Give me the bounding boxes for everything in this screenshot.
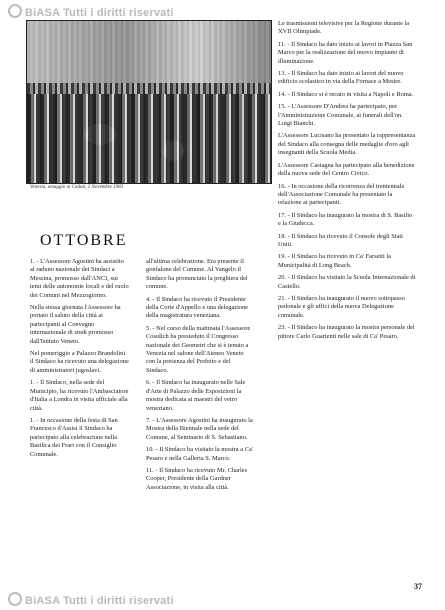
- photo-crowd: [27, 94, 271, 183]
- paragraph: 21. - Il Sindaco ha inaugurato il nuovo sottopasso pedonale e gli uffici della nuova Delegazione comunale.: [278, 294, 405, 319]
- paragraph: 1. - Il Sindaco, nella sede del Municipio, ha ricevuto l'Ambasciatore d'Italia a Londra in visita ufficiale alla città.: [30, 379, 129, 412]
- paragraph: L'Assessore Lucisano ha presentato la rappresentanza del Sindaco alla consegna delle medaglie d'oro agli insegnanti della Scuola Media.: [278, 132, 416, 157]
- paragraph: 14. - Il Sindaco si è recato in visita a Napoli e Roma.: [278, 90, 414, 98]
- paragraph: L'Assessore Castagna ha partecipato alla benedizione della nuova sede del Centro Civico.: [278, 161, 415, 178]
- paragraph: 19. - Il Sindaco ha ricevuto in Ca' Farsetti la Municipalità di Long Beach.: [278, 253, 391, 269]
- paragraph: Nel pomeriggio a Palazzo Brandolini il Sindaco ha ricevuto una delegazione di amministratori jugoslavi.: [30, 350, 129, 374]
- watermark-top: [8, 4, 174, 19]
- paragraph: 4. - Il Sindaco ha ricevuto il Presidente della Corte d'Appello e una delegazione della magistratura veneziana.: [146, 295, 249, 320]
- paragraph: 16. - In occasione della ricorrenza del trentennale dell'Associazione Comunale ha presentato la relazione ai partecipanti.: [278, 182, 405, 207]
- biasa-logo-icon: [8, 4, 22, 18]
- biasa-logo-icon: [8, 592, 22, 606]
- paragraph: 1. - L'Assessore Agostini ha assistito al raduno nazionale dei Sindaci a Messina, promosso dall'ANCI, sui temi delle autonomie locali e del ruolo dei Comuni nel Mezzogiorno.: [30, 258, 129, 299]
- column-middle: [146, 258, 254, 496]
- paragraph: 17. - Il Sindaco ha inaugurato la mostra di S. Basilio e la Giudecca.: [278, 211, 413, 228]
- section-heading: OTTOBRE: [40, 232, 128, 249]
- paragraph: Le trasmissioni televisive per la Regione durante la XVII Olimpiade.: [278, 20, 410, 36]
- paragraph: 23. - Il Sindaco ha inaugurato la mostra personale del pittore Carlo Guarienti nelle sale di Ca' Pesaro.: [278, 324, 415, 340]
- column-right: [278, 20, 416, 345]
- watermark-bottom: [8, 592, 174, 607]
- watermark-text: BiASA Tutti i diritti riservati: [25, 7, 174, 19]
- page-number: 37: [414, 582, 422, 591]
- column-left: [30, 258, 130, 463]
- paragraph: 13. - Il Sindaco ha dato inizio ai lavori del nuovo edificio scolastico in via della Fornace a Mestre.: [278, 70, 404, 86]
- paragraph: 5. - Nel corso della mattinata l'Assessore Cosulich ha presieduto il Congresso nazionale dei Geometri che si è tenuto a Venezia nel salone dell'Ateneo Veneto con la presenza del Prefetto e del Sindaco.: [146, 324, 251, 374]
- photo-caption: Venezia, omaggio ai Caduti, 2 Novembre 1983: [30, 185, 124, 190]
- paragraph: 11. - Il Sindaco ha ricevuto Mr. Charles Cooper, Presidente della Gardner Associazione, in visita alla città.: [146, 466, 248, 491]
- paragraph: 20. - Il Sindaco ha visitato la Scuola Internazionale di Castello.: [278, 274, 416, 290]
- paragraph: 7. - L'Assessore Agostini ha inaugurato la Mostra della Biennale nella sede del Comune, al Seminario di S. Sebastiano.: [146, 416, 253, 441]
- paragraph: Nella stessa giornata l'Assessore ha portato il saluto della città ai partecipanti al Convegno internazionale di studi promosso dall'Istituto Veneto.: [30, 304, 121, 345]
- paragraph: all'ultima celebrazione. Era presente il gonfalone del Comune. Al Vangelo il Sindaco ha pronunciato la preghiera del comune.: [146, 258, 248, 291]
- document-photo: [26, 20, 272, 184]
- paragraph: 10. - Il Sindaco ha visitato la mostra a Ca' Pesaro e nella Galleria S. Marco.: [146, 446, 253, 462]
- paragraph: 18. - Il Sindaco ha ricevuto il Console degli Stati Uniti.: [278, 232, 403, 248]
- paragraph: 11. - Il Sindaco ha dato inizio ai lavori in Piazza San Marco per la realizzazione del nuovo impianto di illuminazione.: [278, 40, 413, 65]
- paragraph: 1. - In occasione della festa di San Francesco d'Assisi il Sindaco ha partecipato alla celebrazione nella Basilica dei Frari con il Consiglio Comunale.: [30, 416, 118, 458]
- paragraph: 15. - L'Assessore D'Andrea ha partecipato, per l'Amministrazione Comunale, ai funerali dell'on. Luigi Bianchi.: [278, 103, 403, 128]
- watermark-text: BiASA Tutti i diritti riservati: [25, 595, 174, 607]
- paragraph: 6. - Il Sindaco ha inaugurato nelle Sale d'Arte di Palazzo delle Esposizioni la mostra dedicata ai maestri del vetro veneziano.: [146, 379, 246, 412]
- photo-sky: [27, 21, 271, 83]
